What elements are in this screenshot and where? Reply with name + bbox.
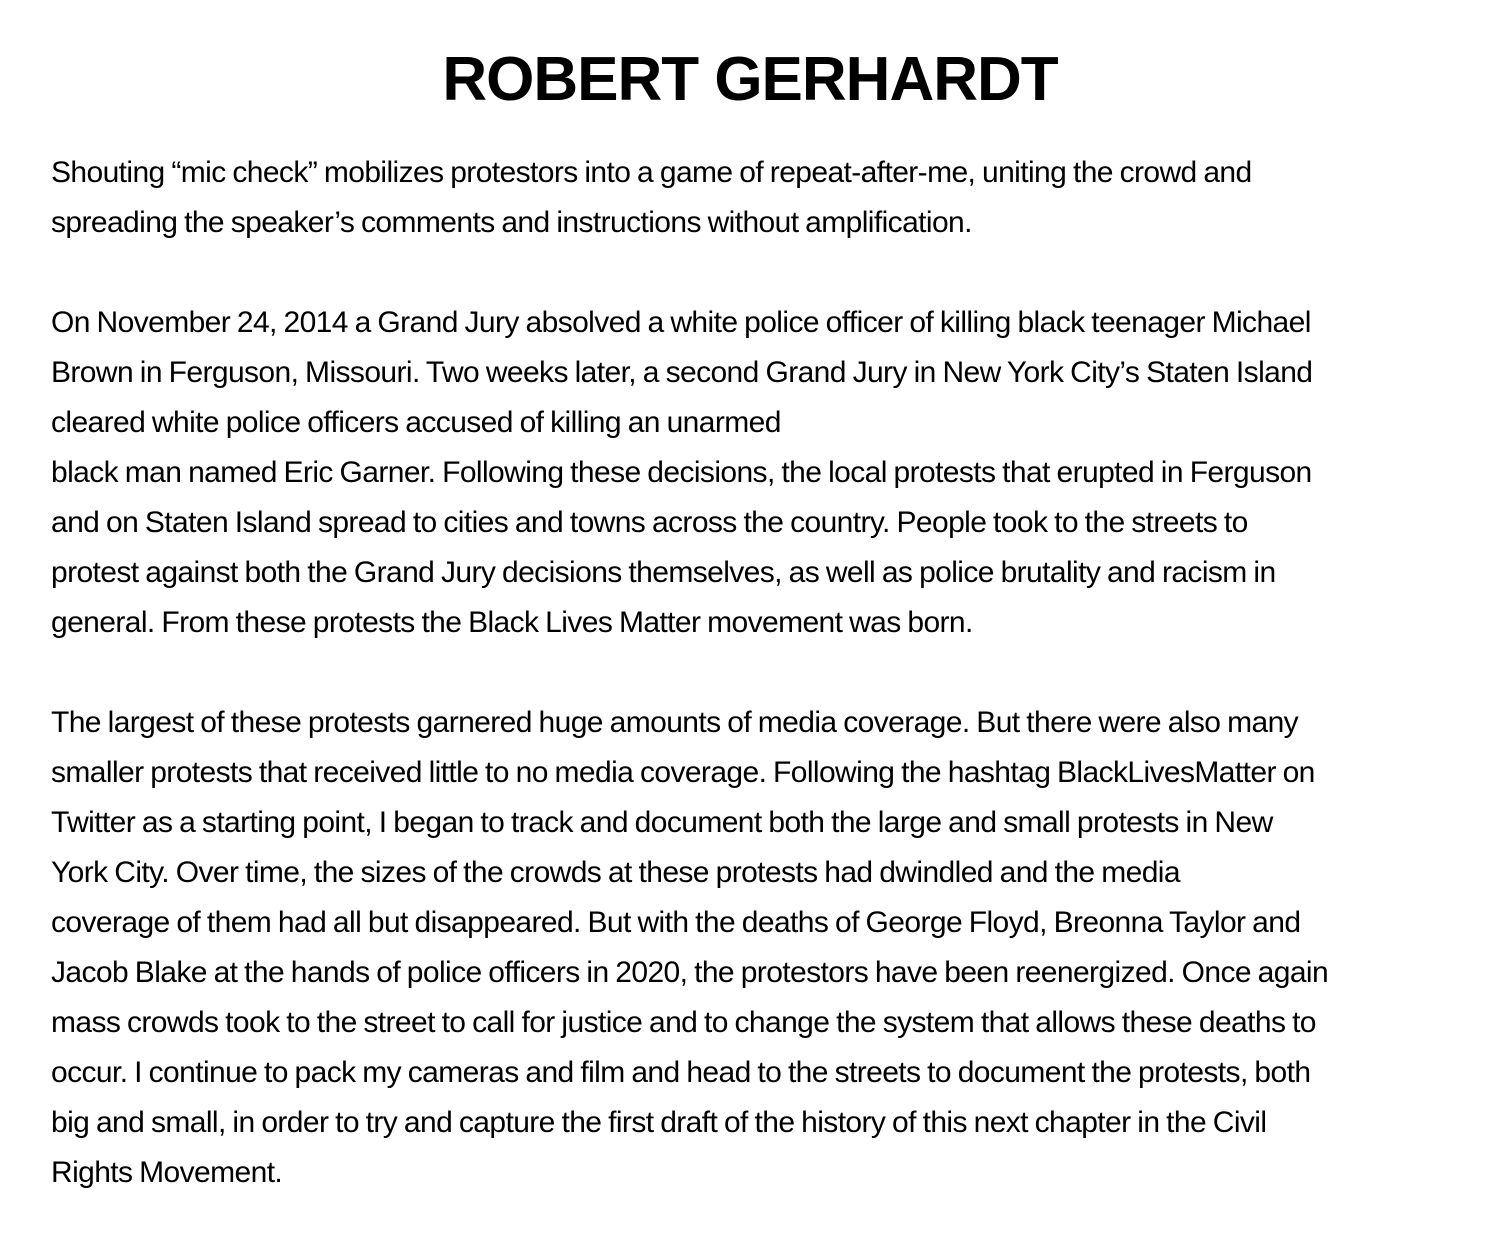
text-line: cleared white police officers accused of killing an unarmed xyxy=(51,406,781,439)
text-line: and on Staten Island spread to cities and towns across the country. People took to the streets to xyxy=(51,506,1248,539)
paragraph-2 xyxy=(51,298,1471,648)
text-line: smaller protests that received little to no media coverage. Following the hashtag BlackLivesMatter on xyxy=(51,756,1315,789)
text-line: On November 24, 2014 a Grand Jury absolved a white police officer of killing black teenager Michael xyxy=(51,306,1311,339)
text-line: coverage of them had all but disappeared. But with the deaths of George Floyd, Breonna Taylor and xyxy=(51,906,1301,939)
paragraph-spacer xyxy=(51,648,1471,698)
text-line: Rights Movement. xyxy=(51,1156,283,1189)
paragraph-3 xyxy=(51,698,1471,1198)
text-line: The largest of these protests garnered huge amounts of media coverage. But there were also many xyxy=(51,706,1299,739)
text-line: York City. Over time, the sizes of the crowds at these protests had dwindled and the media xyxy=(51,856,1180,889)
text-line: black man named Eric Garner. Following these decisions, the local protests that erupted in Ferguson xyxy=(51,456,1312,489)
text-line: Twitter as a starting point, I began to track and document both the large and small protests in New xyxy=(51,806,1273,839)
text-line: occur. I continue to pack my cameras and film and head to the streets to document the protests, both xyxy=(51,1056,1311,1089)
text-line: mass crowds took to the street to call for justice and to change the system that allows these deaths to xyxy=(51,1006,1316,1039)
text-line: Jacob Blake at the hands of police officers in 2020, the protestors have been reenergized. Once again xyxy=(51,956,1329,989)
paragraph-spacer xyxy=(51,248,1471,298)
text-line: Shouting “mic check” mobilizes protestors into a game of repeat-after-me, uniting the crowd and xyxy=(51,156,1252,189)
page-title: ROBERT GERHARDT xyxy=(442,45,1058,114)
text-line: spreading the speaker’s comments and instructions without amplification. xyxy=(51,206,972,239)
text-line: big and small, in order to try and capture the first draft of the history of this next chapter in the Civil xyxy=(51,1106,1267,1139)
text-line: protest against both the Grand Jury decisions themselves, as well as police brutality and racism in xyxy=(51,556,1276,589)
text-line: general. From these protests the Black Lives Matter movement was born. xyxy=(51,606,973,639)
paragraph-1 xyxy=(51,148,1471,248)
artist-statement xyxy=(51,148,1471,1198)
text-line: Brown in Ferguson, Missouri. Two weeks later, a second Grand Jury in New York City’s Staten Island xyxy=(51,356,1313,389)
